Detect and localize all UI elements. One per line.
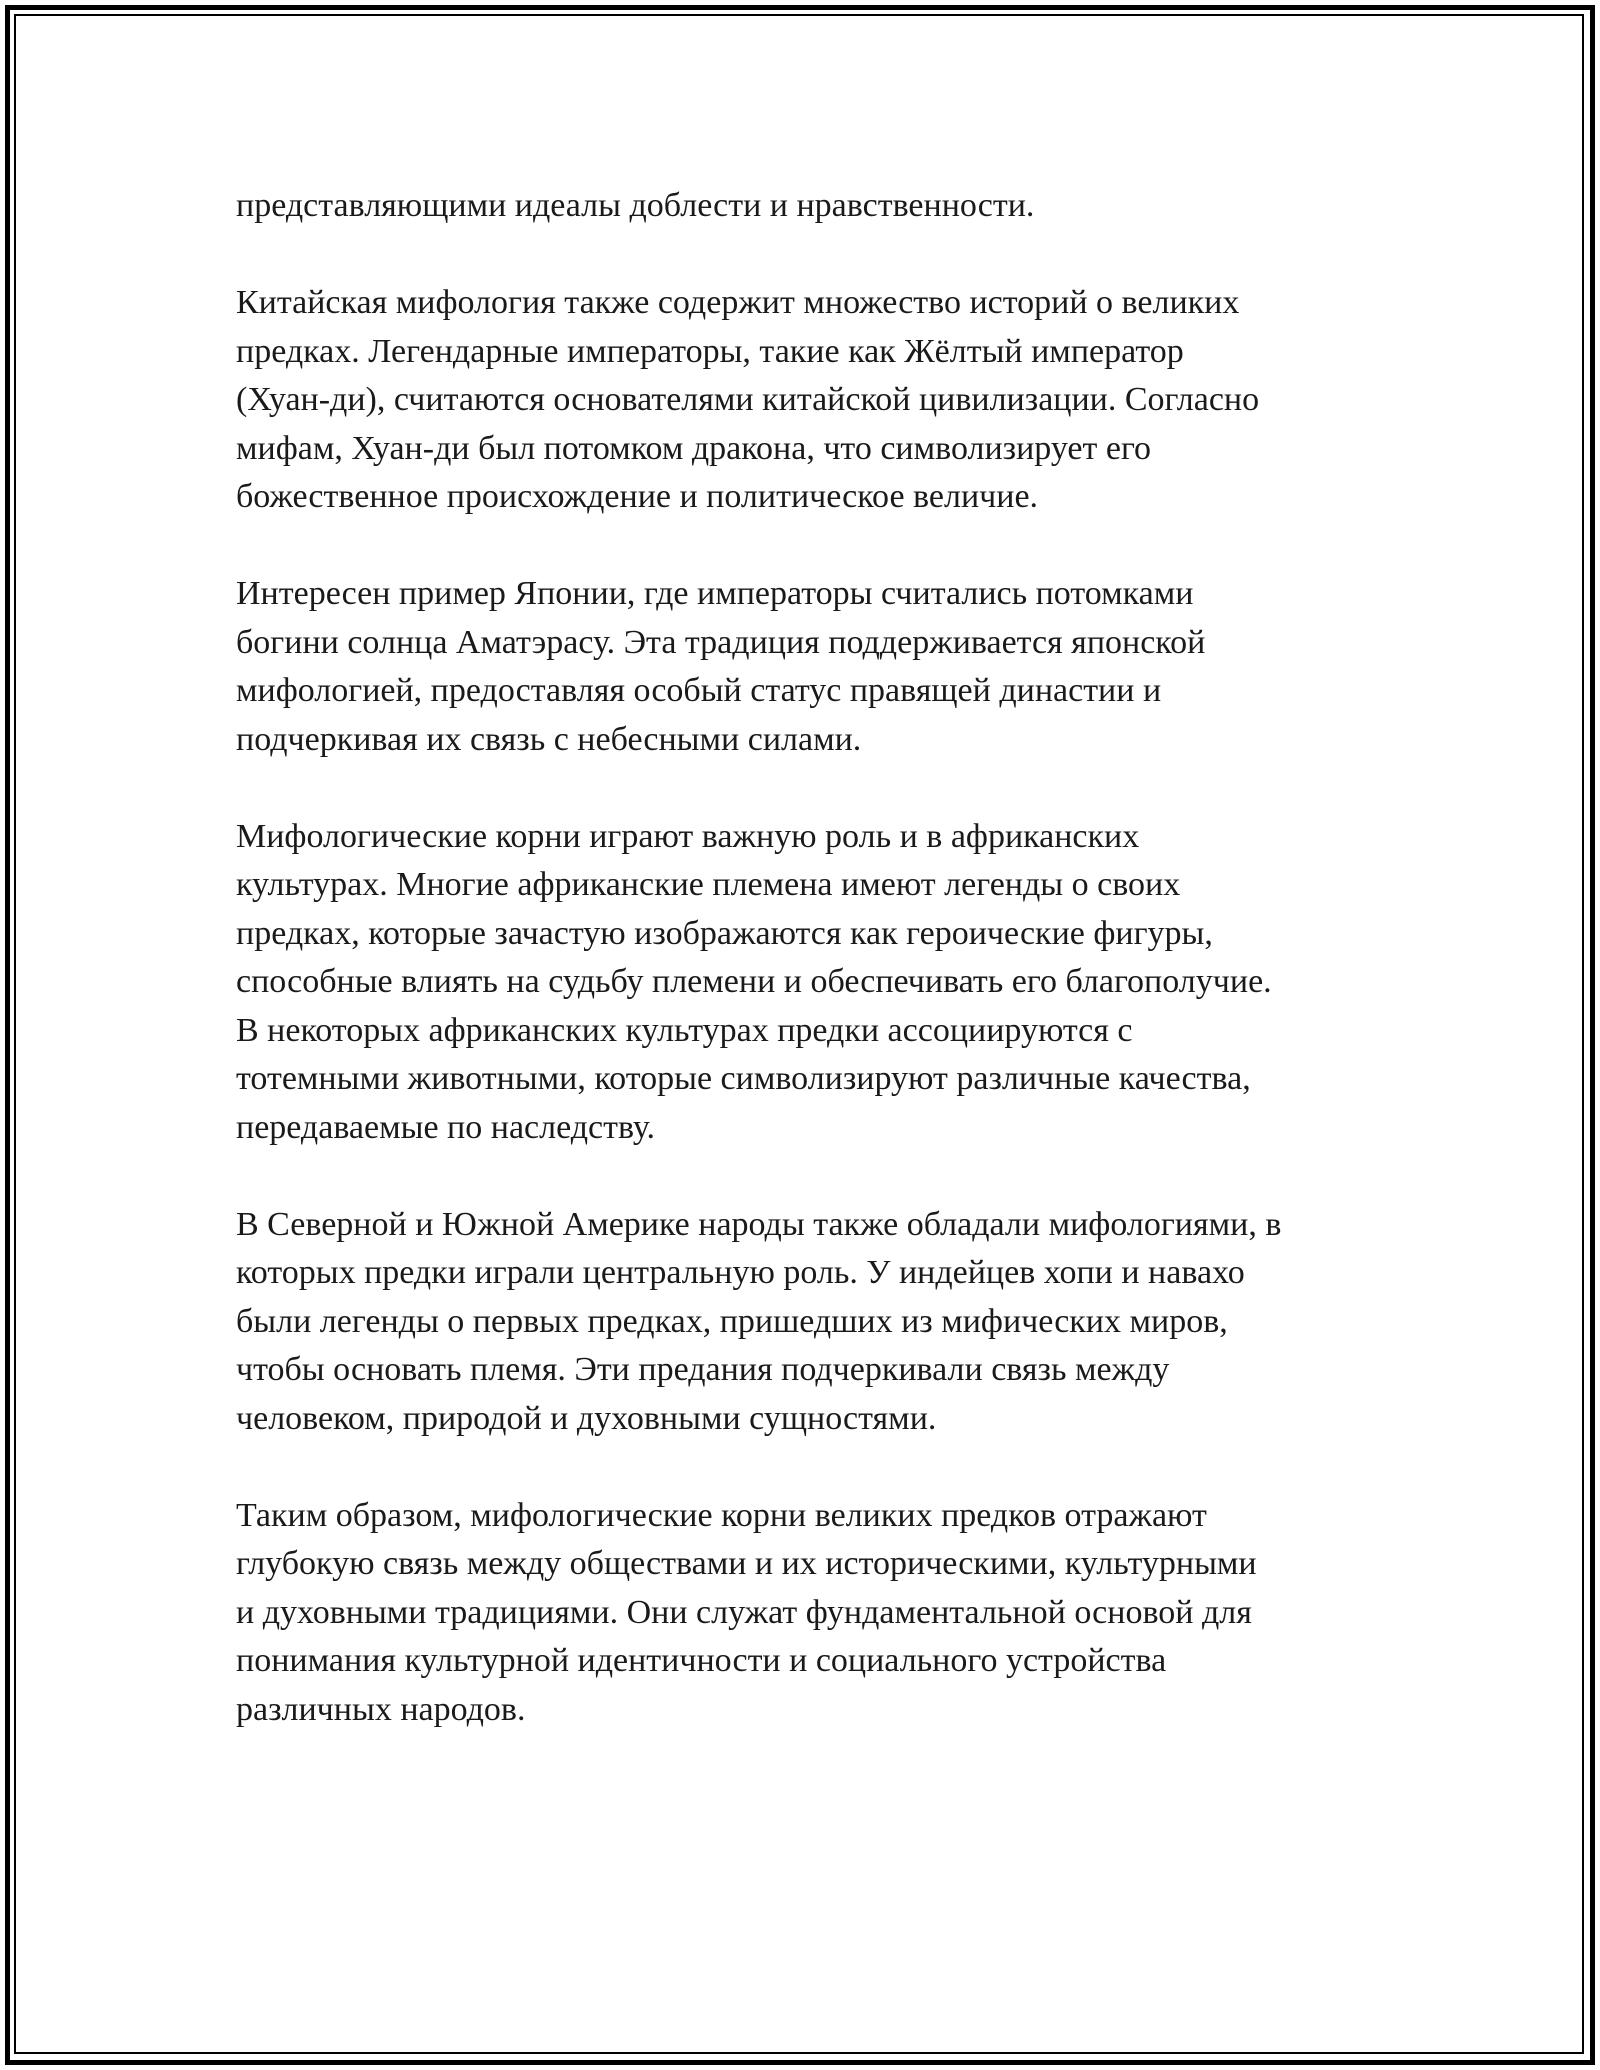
text-line: Мифологические корни играют важную роль и в африканских xyxy=(236,817,1140,855)
text-line: передаваемые по наследству. xyxy=(236,1108,655,1146)
document-body xyxy=(236,182,1376,1783)
text-line: которых предки играли центральную роль. У индейцев хопи и навахо xyxy=(236,1254,1245,1291)
text-line: чтобы основать племя. Эти предания подчеркивали связь между xyxy=(236,1351,1170,1388)
paragraph xyxy=(236,813,1376,1153)
text-line: глубокую связь между обществами и их историческими, культурными xyxy=(236,1545,1257,1582)
text-line: человеком, природой и духовными сущностями. xyxy=(236,1399,937,1437)
paragraph xyxy=(236,182,1376,231)
paragraph xyxy=(236,1492,1376,1735)
text-line: мифологией, предоставляя особый статус правящей династии и xyxy=(236,672,1162,709)
text-line: тотемными животными, которые символизируют различные качества, xyxy=(236,1060,1251,1097)
text-line: понимания культурной идентичности и социального устройства xyxy=(236,1642,1167,1679)
text-line: мифам, Хуан-ди был потомком дракона, что символизирует его xyxy=(236,429,1152,467)
text-line: В некоторых африканских культурах предки ассоциируются с xyxy=(236,1011,1133,1049)
paragraph xyxy=(236,279,1376,522)
text-line: предках, которые зачастую изображаются как героические фигуры, xyxy=(236,914,1213,952)
text-line: (Хуан-ди), считаются основателями китайской цивилизации. Согласно xyxy=(236,381,1260,418)
text-line: различных народов. xyxy=(236,1690,526,1728)
text-line: богини солнца Аматэрасу. Эта традиция поддерживается японской xyxy=(236,623,1206,661)
text-line: представляющими идеалы доблести и нравственности. xyxy=(236,187,1035,224)
text-line: божественное происхождение и политическое величие. xyxy=(236,478,1039,515)
paragraph xyxy=(236,570,1376,764)
text-line: предках. Легендарные императоры, такие как Жёлтый император xyxy=(236,332,1184,370)
text-line: В Северной и Южной Америке народы также обладали мифологиями, в xyxy=(236,1205,1282,1243)
text-line: были легенды о первых предках, пришедших из мифических миров, xyxy=(236,1302,1228,1340)
text-line: Китайская мифология также содержит множество историй о великих xyxy=(236,284,1240,321)
text-line: Таким образом, мифологические корни великих предков отражают xyxy=(236,1496,1207,1534)
text-line: культурах. Многие африканские племена имеют легенды о своих xyxy=(236,866,1181,903)
text-line: подчеркивая их связь с небесными силами. xyxy=(236,720,862,758)
text-line: Интересен пример Японии, где императоры считались потомками xyxy=(236,575,1194,612)
paragraph xyxy=(236,1201,1376,1444)
text-line: и духовными традициями. Они служат фундаментальной основой для xyxy=(236,1593,1252,1631)
text-line: способные влиять на судьбу племени и обеспечивать его благополучие. xyxy=(236,963,1272,1000)
